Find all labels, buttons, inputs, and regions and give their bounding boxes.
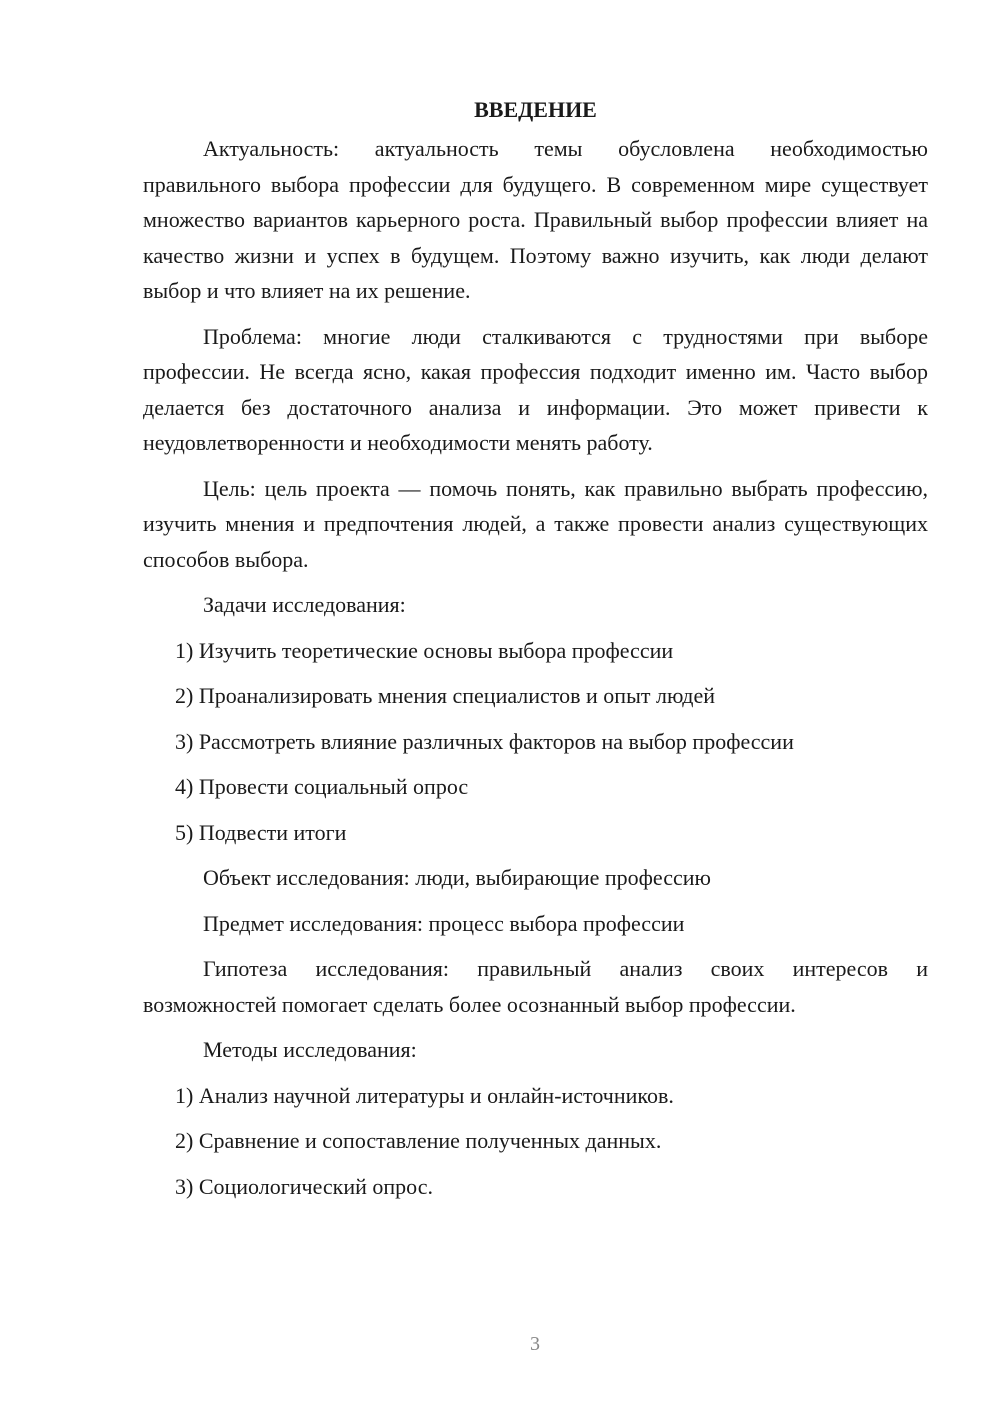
list-item: 2) Проанализировать мнения специалистов и опыт людей [175, 683, 715, 708]
list-item: 3) Социологический опрос. [175, 1173, 433, 1199]
page-number: 3 [530, 1333, 540, 1355]
list-item: 1) Изучить теоретические основы выбора профессии [175, 637, 674, 663]
page-title: ВВЕДЕНИЕ [474, 97, 597, 122]
tasks-list [143, 633, 928, 851]
list-item: 5) Подвести итоги [175, 819, 347, 845]
research-object: Объект исследования: люди, выбирающие профессию [203, 865, 711, 890]
methods-heading: Методы исследования: [203, 1037, 417, 1062]
list-item: 3) Рассмотреть влияние различных факторов на выбор профессии [175, 728, 794, 754]
list-item: 4) Провести социальный опрос [175, 774, 469, 799]
problem-paragraph: Проблема: многие люди сталкиваются с трудностями при выборе профессии. Не всегда ясно, какая профессия подходит именно им. Часто выбор делается без достаточного анализа и информации. Это может привести к неудовлетворенности и необходимости менять работу. [143, 323, 928, 455]
list-item: 2) Сравнение и сопоставление полученных данных. [175, 1128, 662, 1153]
relevance-paragraph: Актуальность: актуальность темы обусловлена необходимостью правильного выбора профессии для будущего. В современном мире существует множество вариантов карьерного роста. Правильный выбор профессии влияет на качество жизни и успех в будущем. Поэтому важно изучить, как люди делают выбор и что влияет на их решение. [143, 136, 928, 303]
hypothesis-paragraph: Гипотеза исследования: правильный анализ своих интересов и возможностей помогает сделать более осознанный выбор профессии. [143, 956, 928, 1017]
document-page [143, 93, 928, 1214]
list-item: 1) Анализ научной литературы и онлайн-источников. [175, 1082, 674, 1108]
methods-list [143, 1078, 928, 1205]
goal-paragraph: Цель: цель проекта — помочь понять, как правильно выбрать профессию, изучить мнения и предпочтения людей, а также провести анализ существующих способов выбора. [143, 475, 928, 572]
tasks-heading: Задачи исследования: [203, 592, 406, 617]
research-subject: Предмет исследования: процесс выбора профессии [203, 910, 685, 936]
